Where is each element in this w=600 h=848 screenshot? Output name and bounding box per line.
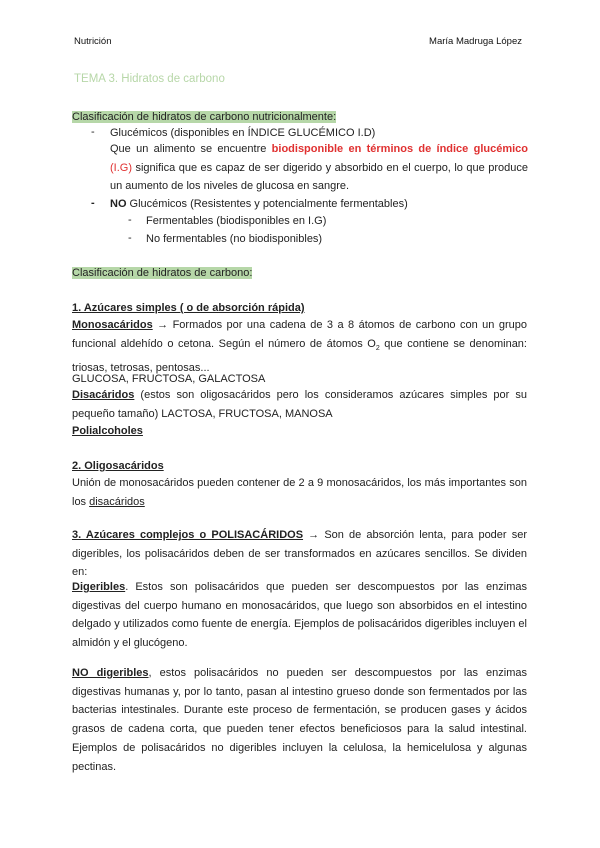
page-title: TEMA 3. Hidratos de carbono: [74, 73, 225, 85]
no-digeribles-text: , estos polisacáridos no pueden ser descompuestos por las enzimas digestivas humanas y, por lo tanto, pasan al intestino grueso donde son fermentados por las bacterias intestinales. Durante este proceso de fermentación, se producen gases y ácidos grasos de cadena corta, que pueden tener efectos beneficiosos para la salud intestinal. Ejemplos de polisacáridos no digeribles incluyen la celulosa, la hemicelulosa y algunas pectinas.: [72, 667, 527, 773]
digeribles-label: Digeribles: [72, 581, 126, 593]
section-heading-nutricional: [72, 110, 336, 124]
monosacaridos-paragraph: [72, 316, 527, 377]
dash-bullet: -: [91, 126, 95, 138]
glucemicos-item: Glucémicos (disponibles en ÍNDICE GLUCÉMICO I.D): [110, 127, 376, 139]
no-fermentables-item: No fermentables (no biodisponibles): [146, 233, 323, 245]
dash-bullet: -: [128, 214, 132, 226]
no-glucemicos-text: Glucémicos (Resistentes y potencialmente fermentables): [126, 198, 408, 210]
no-digeribles-paragraph: [72, 664, 527, 776]
digeribles-paragraph: [72, 578, 527, 653]
oligosacaridos-heading: 2. Oligosacáridos: [72, 460, 164, 472]
monosacaridos-text: → Formados por una cadena de 3 a 8 átomos de carbono con un grupo funcional aldehído o cetona. Según el número de átomos O: [72, 319, 527, 350]
disacaridos-paragraph: [72, 386, 527, 423]
dash-bullet: -: [128, 232, 132, 244]
highlighted-heading: Clasificación de hidratos de carbono:: [72, 267, 253, 279]
oligosacaridos-paragraph: [72, 474, 527, 511]
glucemicos-explanation: [110, 140, 528, 196]
monosacaridos-examples: GLUCOSA, FRUCTOSA, GALACTOSA: [72, 373, 266, 385]
oligosacaridos-text: Unión de monosacáridos pueden contener de 2 a 9 monosacáridos, los más importantes son los: [72, 477, 527, 508]
explanation-text: significa que es capaz de ser digerido y absorbido en el cuerpo, lo que produce un aumento de los niveles de glucosa en sangre.: [110, 161, 528, 193]
explanation-text: Que un alimento se encuentre: [110, 143, 272, 155]
header-subject: Nutrición: [74, 36, 112, 47]
disacaridos-label: Disacáridos: [72, 389, 135, 401]
section-heading-clasificacion: [72, 266, 252, 280]
disacaridos-link: disacáridos: [89, 495, 145, 508]
no-glucemicos-item: [110, 197, 408, 211]
no-label: NO: [110, 198, 127, 210]
dash-bullet: -: [91, 197, 95, 209]
polisacaridos-intro: → Son de absorción lenta, para poder ser digeribles, los polisacáridos deben de ser transformados en azúcares sencillos. Se dividen en:: [72, 529, 528, 579]
polisacaridos-paragraph: [72, 526, 527, 582]
digeribles-text: . Estos son polisacáridos que pueden ser descompuestos por las enzimas digestivas del cuerpo humano en monosacáridos, que luego son absorbidos en el intestino delgado y utilizados como fuente de energía. Ejemplos de polisacáridos digeribles incluyen el almidón y el glucógeno.: [72, 581, 527, 650]
polialcoholes-label: Polialcoholes: [72, 425, 143, 437]
ig-abbrev: (I.G): [110, 161, 132, 174]
disacaridos-text: (estos son oligosacáridos pero los consideramos azúcares simples por su pequeño tamaño) LACTOSA, FRUCTOSA, MANOSA: [72, 389, 527, 420]
header-author: María Madruga López: [429, 36, 522, 47]
monosacaridos-text: que contiene se denominan: triosas, tetrosas, pentosas...: [72, 337, 527, 374]
highlighted-heading: Clasificación de hidratos de carbono nutricionalmente:: [72, 111, 337, 123]
polisacaridos-heading: 3. Azúcares complejos o POLISACÁRIDOS: [72, 529, 304, 541]
azucares-simples-heading: 1. Azúcares simples ( o de absorción rápida): [72, 302, 305, 314]
subscript: 2: [375, 344, 380, 352]
fermentables-item: Fermentables (biodisponibles en I.G): [146, 215, 327, 227]
biodisponible-emphasis: biodisponible en términos de índice glucémico: [271, 143, 528, 155]
monosacaridos-label: Monosacáridos: [72, 319, 153, 331]
no-digeribles-label: NO digeribles: [72, 667, 149, 679]
